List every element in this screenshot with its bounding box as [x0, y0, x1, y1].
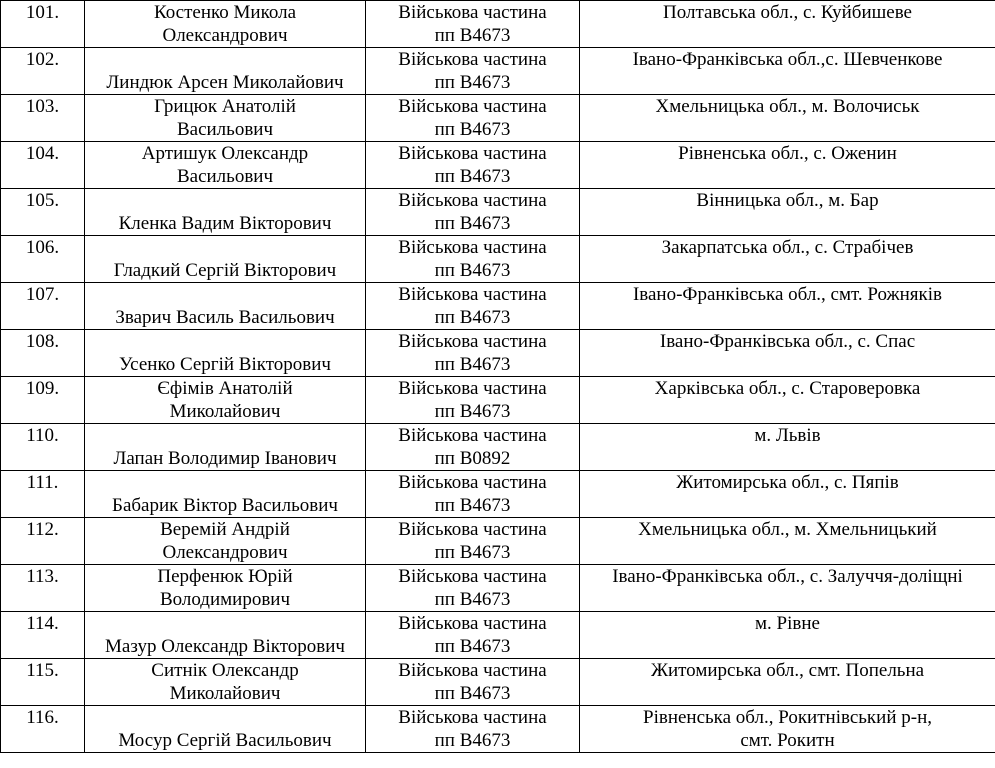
place-line: Закарпатська обл., с. Страбічев	[661, 237, 914, 258]
military-unit-cell	[366, 424, 580, 471]
person-name-cell	[85, 330, 366, 377]
name-spacer	[85, 706, 365, 729]
military-unit-line: Військова частина	[398, 519, 547, 540]
military-unit-line: Військова частина	[398, 331, 547, 352]
person-name-line: Кленка Вадим Вікторович	[118, 213, 332, 234]
row-number: 110.	[1, 424, 85, 471]
table-row	[1, 377, 995, 424]
person-name-line: Єфімів Анатолій	[157, 378, 293, 399]
military-unit-line: пп В4673	[434, 354, 511, 375]
person-name-line: Перфенюк Юрій	[157, 566, 293, 587]
person-name-line: Ситнік Олександр	[151, 660, 299, 681]
place-line: Житомирська обл., с. Пяпів	[676, 472, 899, 493]
military-unit-line: пп В4673	[434, 119, 511, 140]
person-name-line: Усенко Сергій Вікторович	[119, 354, 331, 375]
person-name-cell	[85, 565, 366, 612]
place-cell	[580, 612, 995, 659]
place-cell	[580, 1, 995, 48]
person-name-line: Артишук Олександр	[141, 143, 309, 164]
military-unit-line: Військова частина	[398, 143, 547, 164]
place-line: м. Рівне	[755, 613, 820, 634]
place-line: Полтавська обл., с. Куйбишеве	[663, 2, 912, 23]
military-unit-line: Військова частина	[398, 472, 547, 493]
table-row	[1, 48, 995, 95]
military-unit-line: Військова частина	[398, 49, 547, 70]
table-row	[1, 189, 995, 236]
row-number: 106.	[1, 236, 85, 283]
person-name-cell	[85, 142, 366, 189]
row-number: 113.	[1, 565, 85, 612]
place-cell	[580, 283, 995, 330]
table-row	[1, 518, 995, 565]
person-name-cell	[85, 518, 366, 565]
row-number: 115.	[1, 659, 85, 706]
place-cell	[580, 424, 995, 471]
row-number: 107.	[1, 283, 85, 330]
person-name-line: Олександрович	[162, 25, 288, 46]
name-spacer	[85, 471, 365, 494]
person-name-cell	[85, 48, 366, 95]
military-unit-line: пп В4673	[434, 25, 511, 46]
place-cell	[580, 377, 995, 424]
person-name-line: Васильович	[176, 119, 274, 140]
military-unit-cell	[366, 659, 580, 706]
military-unit-line: пп В4673	[434, 307, 511, 328]
person-name-line: Васильович	[176, 166, 274, 187]
military-unit-line: пп В4673	[434, 166, 511, 187]
row-number: 102.	[1, 48, 85, 95]
table-row	[1, 1, 995, 48]
military-unit-cell	[366, 330, 580, 377]
row-number: 114.	[1, 612, 85, 659]
name-spacer	[85, 283, 365, 306]
person-name-cell	[85, 659, 366, 706]
table-body	[1, 1, 995, 753]
name-spacer	[85, 236, 365, 259]
table-row	[1, 330, 995, 377]
military-unit-line: пп В4673	[434, 589, 511, 610]
military-unit-line: Військова частина	[398, 237, 547, 258]
row-number: 103.	[1, 95, 85, 142]
table-row	[1, 283, 995, 330]
name-spacer	[85, 48, 365, 71]
place-line: Івано-Франківська обл.,с. Шевченкове	[632, 49, 943, 70]
row-number: 104.	[1, 142, 85, 189]
military-unit-cell	[366, 48, 580, 95]
person-name-line: Лапан Володимир Іванович	[113, 448, 337, 469]
place-cell	[580, 189, 995, 236]
military-unit-line: Військова частина	[398, 660, 547, 681]
name-spacer	[85, 330, 365, 353]
military-unit-cell	[366, 471, 580, 518]
military-unit-cell	[366, 142, 580, 189]
row-number: 116.	[1, 706, 85, 753]
person-name-line: Миколайович	[169, 401, 281, 422]
table-row	[1, 236, 995, 283]
military-unit-line: Військова частина	[398, 190, 547, 211]
person-name-cell	[85, 283, 366, 330]
military-unit-line: пп В4673	[434, 260, 511, 281]
military-unit-cell	[366, 95, 580, 142]
person-name-cell	[85, 189, 366, 236]
person-name-cell	[85, 377, 366, 424]
military-unit-line: пп В4673	[434, 636, 511, 657]
person-name-line: Гладкий Сергій Вікторович	[113, 260, 337, 281]
person-name-line: Костенко Микола	[153, 2, 297, 23]
table-row	[1, 706, 995, 753]
table-row	[1, 612, 995, 659]
table-row	[1, 142, 995, 189]
person-name-line: Линдюк Арсен Миколайович	[106, 72, 344, 93]
military-unit-cell	[366, 518, 580, 565]
place-line: смт. Рокитн	[740, 730, 835, 751]
person-name-cell	[85, 471, 366, 518]
person-name-line: Олександрович	[162, 542, 288, 563]
place-line: Хмельницька обл., м. Хмельницький	[638, 519, 937, 540]
name-spacer	[85, 189, 365, 212]
military-unit-line: пп В4673	[434, 401, 511, 422]
person-name-cell	[85, 1, 366, 48]
table-row	[1, 95, 995, 142]
military-unit-line: Військова частина	[398, 378, 547, 399]
table-row	[1, 659, 995, 706]
row-number: 108.	[1, 330, 85, 377]
military-unit-line: Військова частина	[398, 566, 547, 587]
military-unit-line: Військова частина	[398, 2, 547, 23]
military-unit-line: пп В4673	[434, 683, 511, 704]
place-cell	[580, 330, 995, 377]
person-name-line: Грицюк Анатолій	[154, 96, 296, 117]
military-unit-cell	[366, 283, 580, 330]
row-number: 101.	[1, 1, 85, 48]
person-name-cell	[85, 612, 366, 659]
place-line: Рівненська обл., Рокитнівський р-н,	[643, 707, 932, 728]
person-name-line: Миколайович	[169, 683, 281, 704]
military-unit-line: Військова частина	[398, 613, 547, 634]
place-line: Івано-Франківська обл., с. Спас	[659, 331, 916, 352]
person-name-line: Бабарик Віктор Васильович	[112, 495, 338, 516]
military-unit-line: пп В4673	[434, 495, 511, 516]
person-name-line: Мазур Олександр Вікторович	[105, 636, 345, 657]
place-line: м. Львів	[754, 425, 821, 446]
name-spacer	[85, 424, 365, 447]
place-cell	[580, 142, 995, 189]
name-spacer	[85, 612, 365, 635]
table-row	[1, 471, 995, 518]
military-unit-line: пп В4673	[434, 542, 511, 563]
place-line: Хмельницька обл., м. Волочиськ	[655, 96, 920, 117]
military-unit-cell	[366, 189, 580, 236]
military-unit-cell	[366, 1, 580, 48]
place-cell	[580, 565, 995, 612]
military-unit-cell	[366, 612, 580, 659]
person-name-line: Зварич Василь Васильович	[115, 307, 335, 328]
place-line: Івано-Франківська обл., с. Залуччя-доліщні	[612, 566, 963, 587]
place-line: Харківська обл., с. Староверовка	[654, 378, 921, 399]
place-line: Івано-Франківська обл., смт. Рожняків	[632, 284, 943, 305]
military-unit-line: Військова частина	[398, 425, 547, 446]
military-unit-cell	[366, 377, 580, 424]
table-row	[1, 565, 995, 612]
place-cell	[580, 48, 995, 95]
military-unit-line: Військова частина	[398, 284, 547, 305]
place-line: Рівненська обл., с. Оженин	[678, 143, 897, 164]
place-line: Вінницька обл., м. Бар	[696, 190, 879, 211]
place-cell	[580, 659, 995, 706]
military-unit-cell	[366, 236, 580, 283]
place-cell	[580, 471, 995, 518]
person-name-cell	[85, 424, 366, 471]
table-row	[1, 424, 995, 471]
place-cell	[580, 706, 995, 753]
military-unit-line: пп В4673	[434, 72, 511, 93]
row-number: 111.	[1, 471, 85, 518]
place-line: Житомирська обл., смт. Попельна	[650, 660, 925, 681]
military-unit-line: пп В0892	[434, 448, 511, 469]
row-number: 109.	[1, 377, 85, 424]
person-name-cell	[85, 95, 366, 142]
person-name-line: Веремій Андрій	[160, 519, 290, 540]
military-unit-cell	[366, 706, 580, 753]
military-unit-line: Військова частина	[398, 96, 547, 117]
place-cell	[580, 518, 995, 565]
military-unit-line: пп В4673	[434, 730, 511, 751]
military-unit-line: пп В4673	[434, 213, 511, 234]
place-cell	[580, 95, 995, 142]
place-cell	[580, 236, 995, 283]
row-number: 112.	[1, 518, 85, 565]
person-name-line: Мосур Сергій Васильович	[118, 730, 332, 751]
row-number: 105.	[1, 189, 85, 236]
military-unit-cell	[366, 565, 580, 612]
military-unit-line: Військова частина	[398, 707, 547, 728]
person-name-line: Володимирович	[159, 589, 291, 610]
person-name-cell	[85, 706, 366, 753]
person-name-cell	[85, 236, 366, 283]
